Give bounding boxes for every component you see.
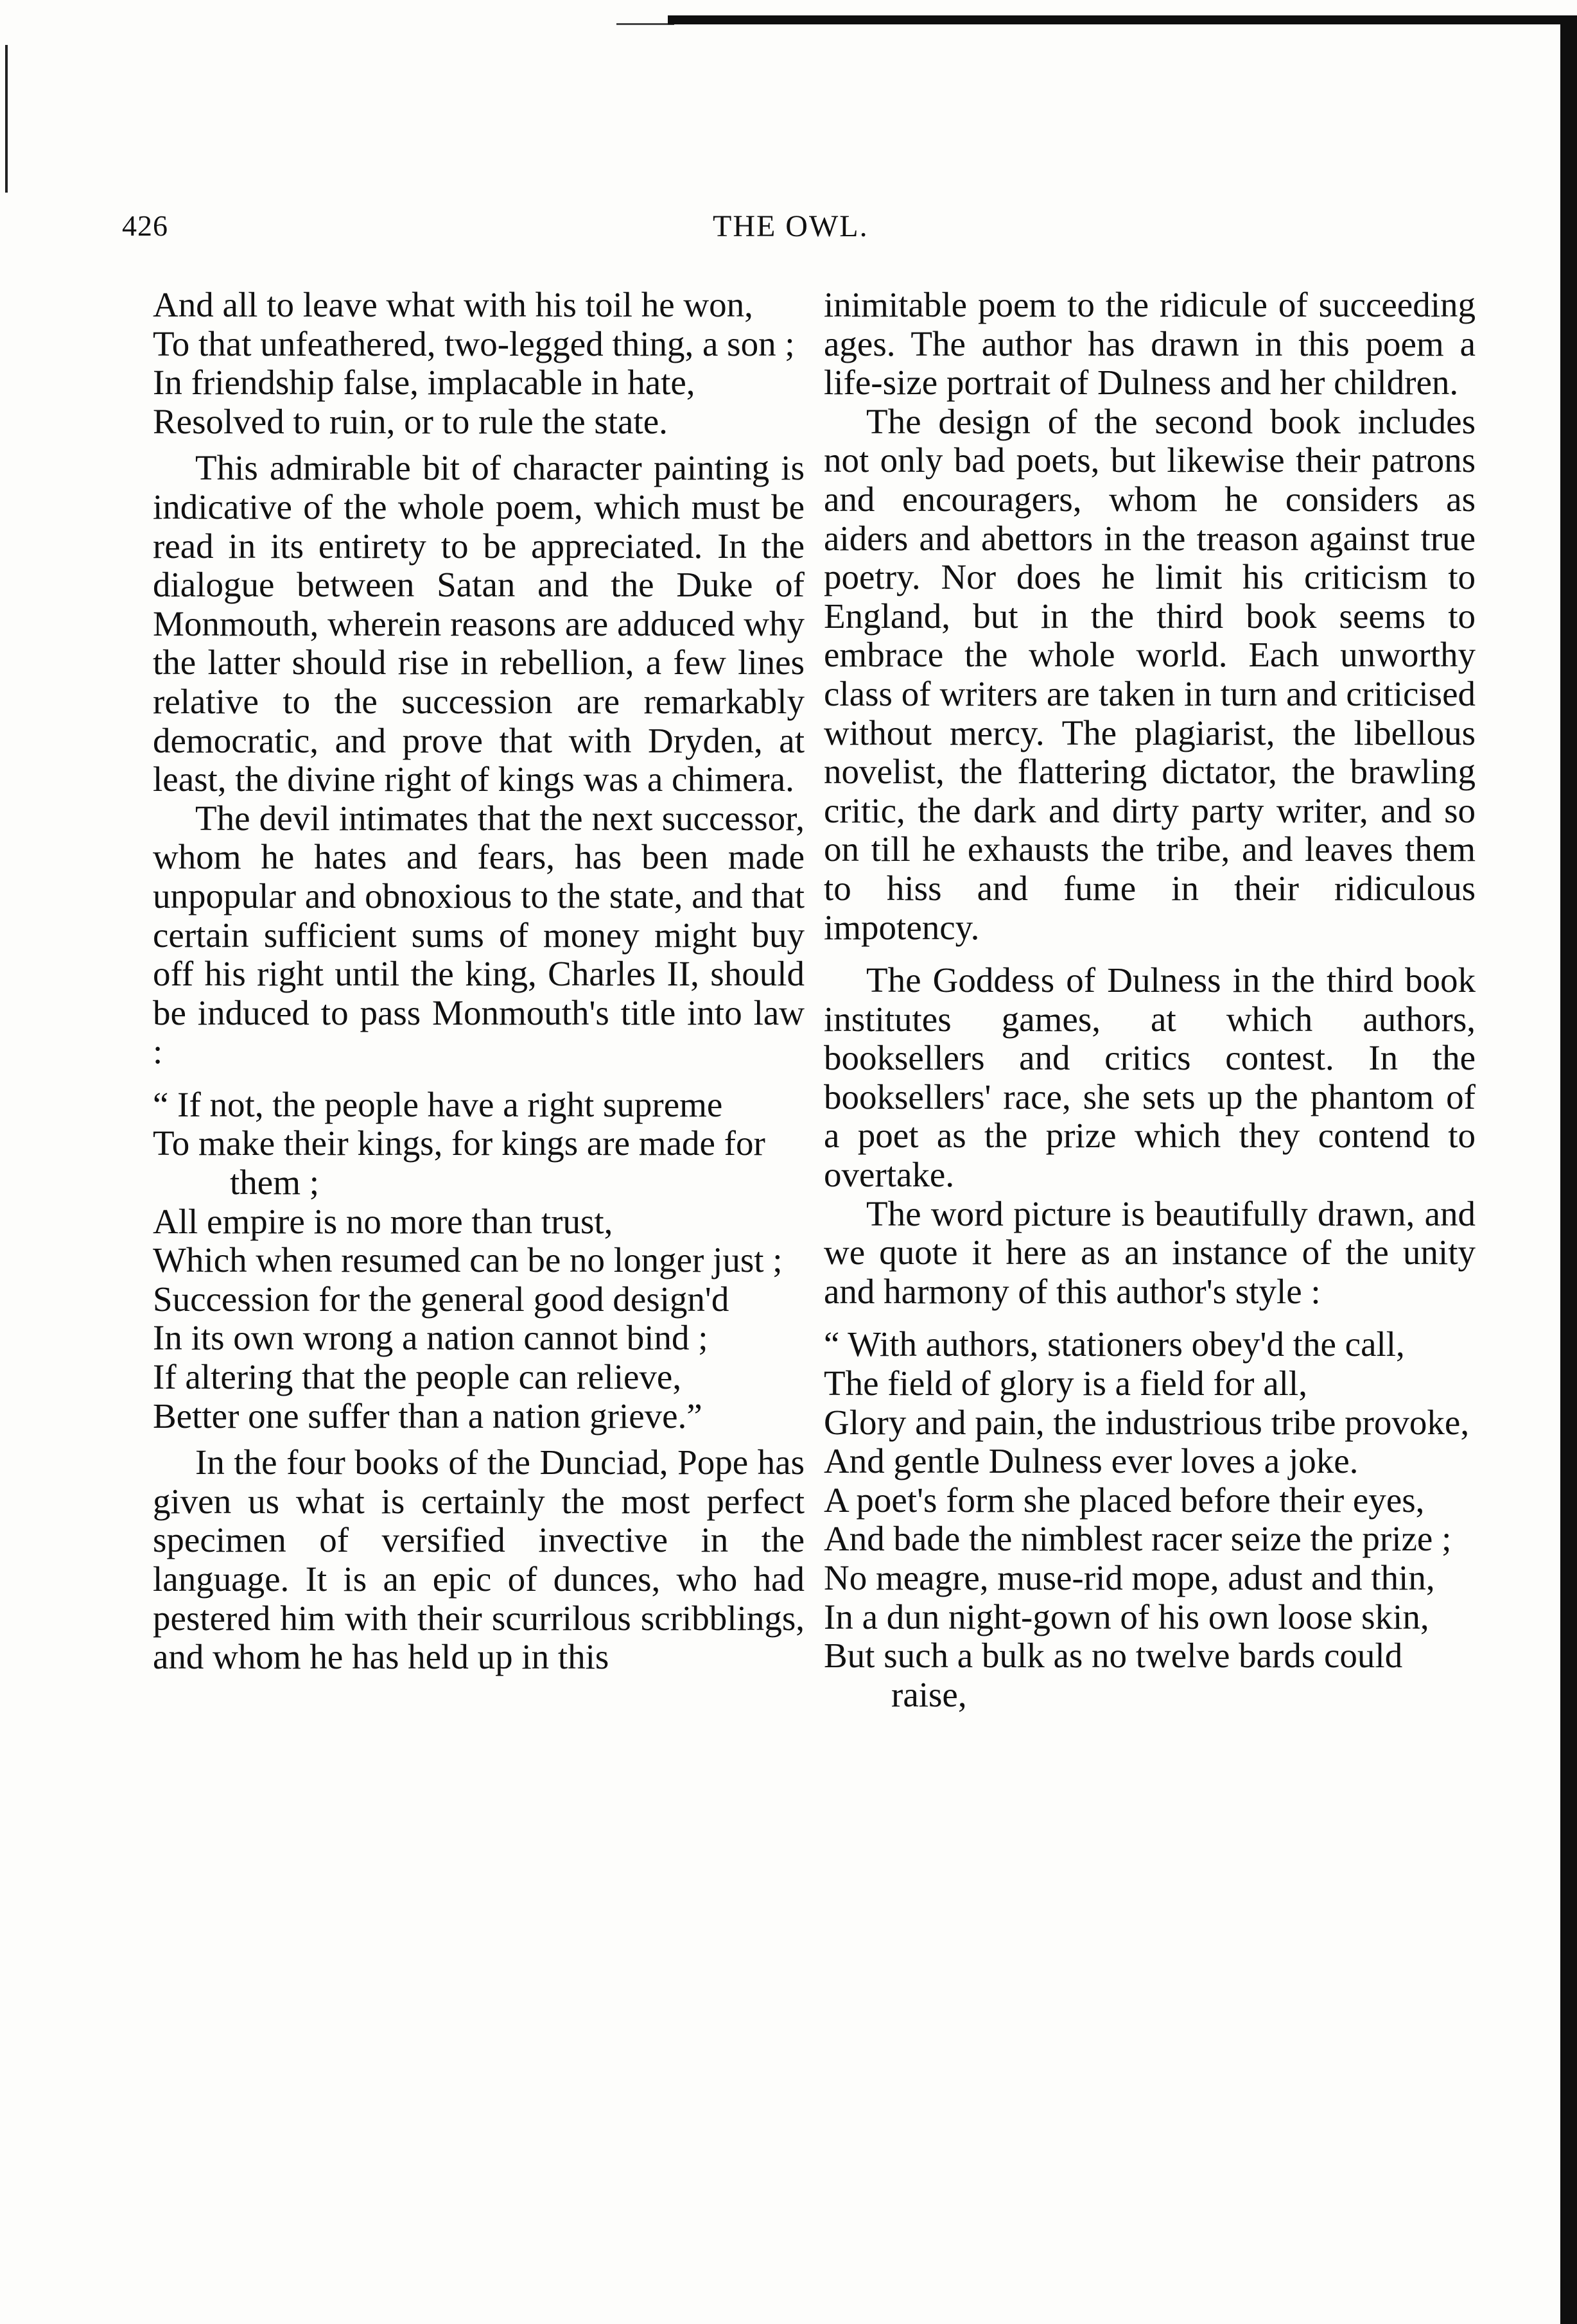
verse-line: To make their kings, for kings are made for them ; <box>153 1123 765 1202</box>
verse-quote-dryden-1 <box>153 286 805 441</box>
verse-line: To that unfeathered, two-legged thing, a son ; <box>153 324 795 363</box>
running-title: THE OWL. <box>713 209 869 243</box>
paragraph-word-picture: The word picture is beautifully drawn, and we quote it here as an instance of the unity and harmony of this author's style : <box>824 1193 1476 1311</box>
top-rule <box>668 15 1577 24</box>
verse-line: Succession for the general good design'd <box>153 1279 729 1319</box>
verse-line: Better one suffer than a nation grieve.” <box>153 1396 702 1435</box>
verse-line: But such a bulk as no twelve bards could raise, <box>824 1636 1403 1714</box>
right-column <box>824 286 1476 1714</box>
verse-line: The field of glory is a field for all, <box>824 1364 1307 1403</box>
binding-mark <box>5 45 8 193</box>
paragraph-second-book: The design of the second book includes not only bad poets, but likewise their patrons and encouragers, whom he considers as aiders and abettors in the treason against true poetry. Nor does he limit his criticism to England, but in the third book seems to embrace the whole world. Each unworthy class of writers are taken in turn and criticised without mercy. The plagiarist, the libellous novelist, the flattering dictator, the brawling critic, the dark and dirty party writer, and so on till he exhausts the tribe, and leaves them to hiss and fume in their ridiculous impotency. <box>824 401 1476 947</box>
verse-line: “ If not, the people have a right supreme <box>153 1084 723 1124</box>
verse-line: A poet's form she placed before their eyes, <box>824 1480 1425 1520</box>
paragraph-devil-intimates: The devil intimates that the next successor, whom he hates and fears, has been made unpopular and obnoxious to the state, and that certain sufficient sums of money might buy off his right until the king, Charles II, should be induced to pass Monmouth's title into law : <box>153 798 805 1071</box>
paragraph-continuation: inimitable poem to the ridicule of succeeding ages. The author has drawn in this poem a life-size portrait of Dulness and her children. <box>824 285 1476 403</box>
verse-line: And bade the nimblest racer seize the prize ; <box>824 1519 1452 1559</box>
page-edge-shadow <box>1560 19 1577 2324</box>
verse-line: Glory and pain, the industrious tribe provoke, <box>824 1402 1470 1442</box>
verse-line: If altering that the people can relieve, <box>153 1357 682 1397</box>
verse-line: No meagre, muse-rid mope, adust and thin, <box>824 1558 1435 1597</box>
verse-line: Resolved to ruin, or to rule the state. <box>153 401 668 441</box>
page-number: 426 <box>122 209 168 242</box>
verse-line: All empire is no more than trust, <box>153 1201 613 1241</box>
left-column <box>153 286 805 1677</box>
verse-line: And gentle Dulness ever loves a joke. <box>824 1441 1359 1481</box>
verse-quote-dryden-2 <box>153 1086 805 1435</box>
top-rule-fragment <box>616 23 674 25</box>
verse-line: Which when resumed can be no longer just ; <box>153 1240 783 1280</box>
verse-line: In a dun night-gown of his own loose skin, <box>824 1597 1429 1636</box>
running-header <box>122 209 1535 260</box>
verse-quote-dunciad <box>824 1325 1476 1714</box>
paragraph-character-painting: This admirable bit of character painting is indicative of the whole poem, which must be read in its entirety to be appreciated. In the dialogue between Satan and the Duke of Monmouth, wherein reasons are adduced why the latter should rise in rebellion, a few lines relative to the succession are remarkably democratic, and prove that with Dryden, at least, the divine right of kings was a chimera. <box>153 448 805 799</box>
verse-line: In friendship false, implacable in hate, <box>153 363 695 403</box>
paragraph-goddess-games: The Goddess of Dulness in the third book institutes games, at which authors, booksellers and critics contest. In the booksellers' race, she sets up the phantom of a poet as the prize which they contend to overtake. <box>824 960 1476 1195</box>
verse-line: “ With authors, stationers obey'd the call, <box>824 1324 1405 1364</box>
verse-line: In its own wrong a nation cannot bind ; <box>153 1318 708 1358</box>
verse-line: And all to leave what with his toil he won, <box>153 285 753 324</box>
paragraph-dunciad-intro: In the four books of the Dunciad, Pope has given us what is certainly the most perfect specimen of versified invective in the language. It is an epic of dunces, who had pestered him with their scurrilous scribblings, and whom he has held up in this <box>153 1443 805 1677</box>
